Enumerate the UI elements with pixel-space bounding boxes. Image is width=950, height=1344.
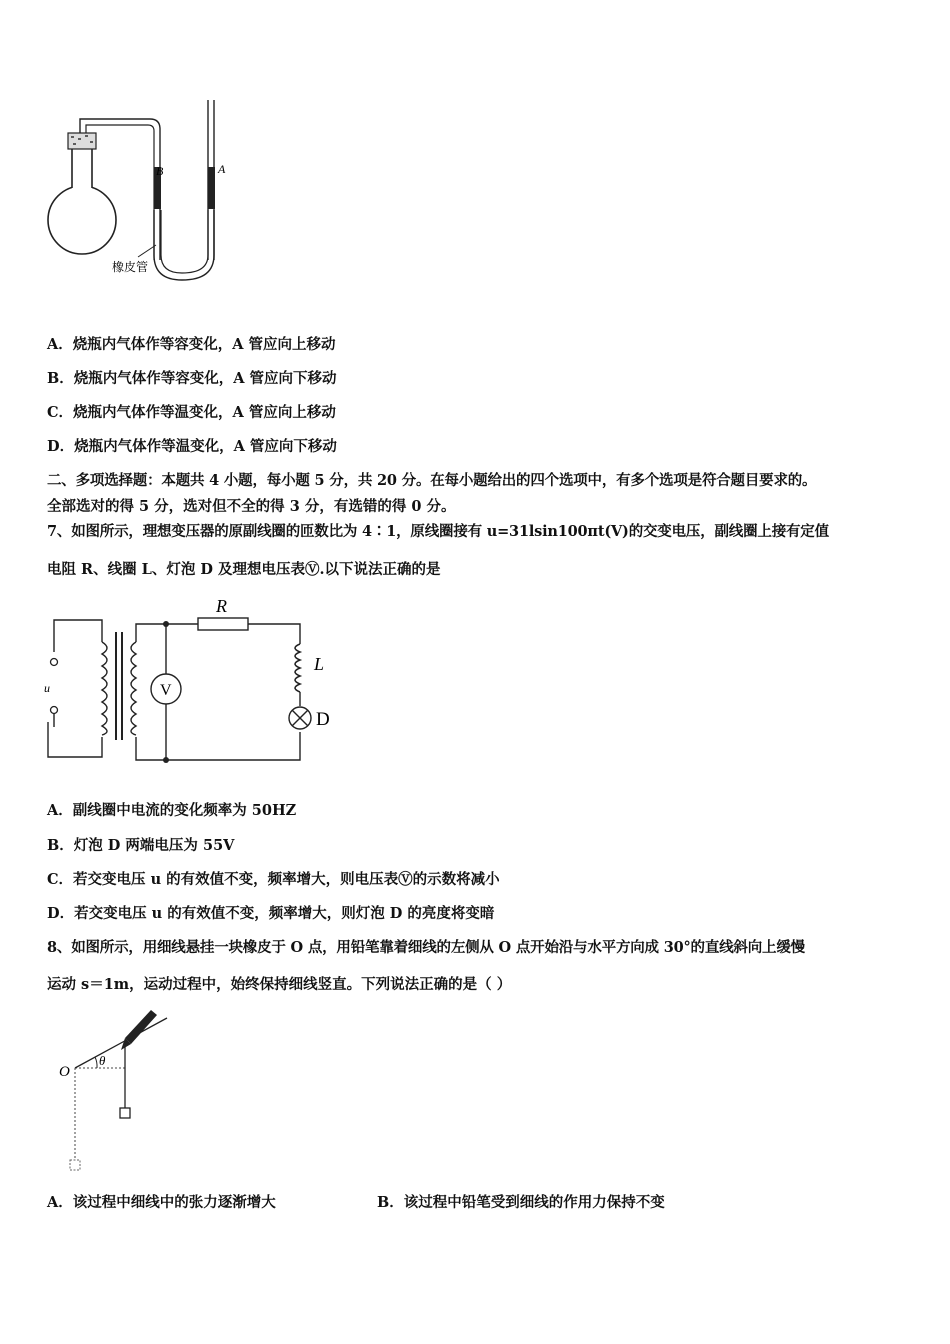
q6-option-d: D．烧瓶内气体作等温变化，A 管应向下移动	[47, 438, 337, 455]
label-rubber-tube: 橡皮管	[112, 260, 149, 274]
resistor	[198, 618, 248, 630]
pencil	[125, 1010, 157, 1044]
q6-option-a: A．烧瓶内气体作等容变化，A 管应向上移动	[47, 336, 336, 353]
label-d: D	[316, 709, 330, 730]
label-o: O	[59, 1064, 70, 1080]
flask-manometer-figure	[40, 95, 240, 285]
flask-bulb	[48, 186, 116, 254]
label-b: B	[156, 164, 164, 178]
q8-stem-line2: 运动 s＝1m，运动过程中，始终保持细线竖直。下列说法正确的是（ ）	[47, 976, 512, 993]
q6-option-b: B．烧瓶内气体作等容变化，A 管应向下移动	[47, 370, 337, 387]
transformer-circuit-figure	[40, 592, 350, 772]
q8-stem-line1: 8、如图所示，用细线悬挂一块橡皮于 O 点，用铅笔靠着细线的左侧从 O 点开始沿与水平方向成 30°的直线斜向上缓慢	[47, 939, 805, 956]
q7-option-d: D．若交变电压 u 的有效值不变，频率增大，则灯泡 D 的亮度将变暗	[47, 905, 495, 922]
q8-option-b: B．该过程中铅笔受到细线的作用力保持不变	[377, 1194, 665, 1211]
q7-option-b: B．灯泡 D 两端电压为 55V	[47, 837, 235, 854]
q6-option-c: C．烧瓶内气体作等温变化，A 管应向上移动	[47, 404, 336, 421]
eraser	[120, 1108, 130, 1118]
section2-header-line1: 二、多项选择题：本题共 4 小题，每小题 5 分，共 20 分。在每小题给出的四个选项中，有多个选项是符合题目要求的。	[47, 472, 817, 489]
q7-stem-line1: 7、如图所示，理想变压器的原副线圈的匝数比为 4∶1，原线圈接有 u=31lsin100πt(V)的交变电压，副线圈上接有定值	[47, 523, 829, 540]
label-a: A	[218, 162, 226, 176]
label-u: u	[44, 681, 50, 695]
pencil-string-figure	[55, 1008, 185, 1178]
label-v: V	[160, 682, 172, 699]
label-l: L	[314, 654, 325, 674]
label-r: R	[216, 596, 227, 616]
q7-option-c: C．若交变电压 u 的有效值不变，频率增大，则电压表Ⓥ的示数将减小	[47, 871, 500, 888]
section2-header-line2: 全部选对的得 5 分，选对但不全的得 3 分，有选错的得 0 分。	[47, 498, 456, 515]
label-theta: θ	[99, 1053, 106, 1068]
inductor	[295, 644, 300, 692]
q8-option-a: A．该过程中细线中的张力逐渐增大	[47, 1194, 276, 1211]
q7-stem-line2: 电阻 R、线圈 L、灯泡 D 及理想电压表Ⓥ.以下说法正确的是	[47, 561, 441, 578]
q7-option-a: A．副线圈中电流的变化频率为 50HZ	[47, 802, 297, 819]
flask-stopper	[68, 133, 96, 149]
